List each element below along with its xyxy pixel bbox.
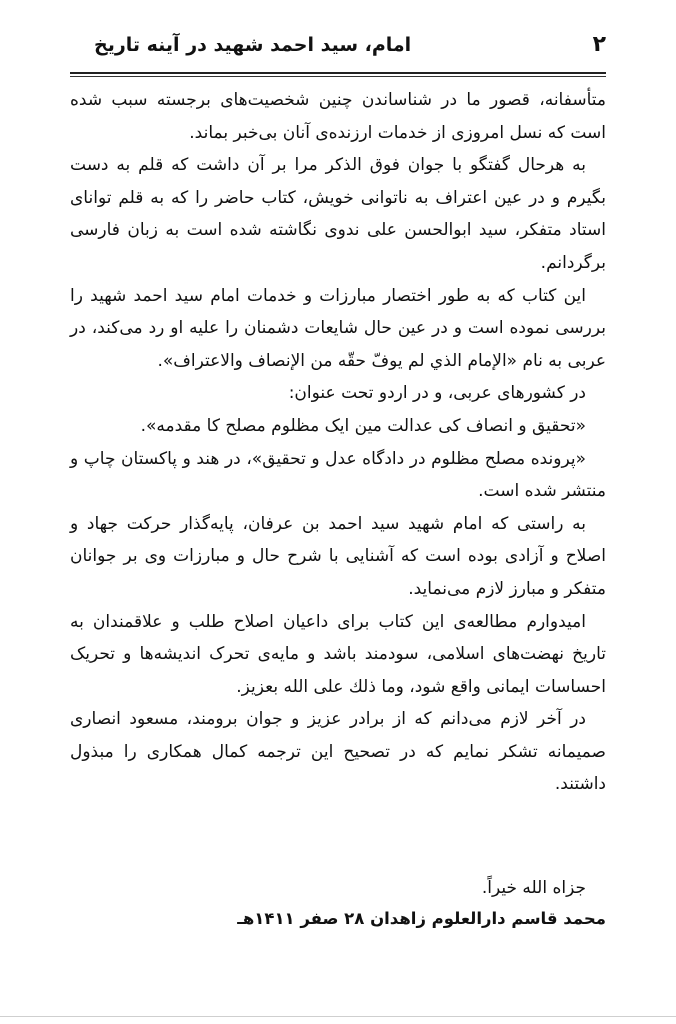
header-divider xyxy=(70,72,606,74)
paragraph: این کتاب که به طور اختصار مبارزات و خدمات امام سید احمد شهید را بررسی نموده است و در عین حال شایعات دشمنان را علیه او رد می‌کند، در عربی به نام «الإمام الذي لم يوفّ حقّه من الإنصاف والاعتراف». xyxy=(70,285,606,371)
author-signature: محمد قاسم دارالعلوم زاهدان ۲۸ صفر ۱۴۱۱هـ xyxy=(237,909,606,928)
paragraph: به راستی که امام شهید سید احمد بن عرفان، پایه‌گذار حرکت جهاد و اصلاح و آزادی بوده است که آشنایی با شرح حال و مبارزات وی بر جوانان متفکر و مبارز لازم می‌نماید. xyxy=(70,513,606,599)
body-text xyxy=(70,84,606,801)
paragraph: متأسفانه، قصور ما در شناساندن چنین شخصیت‌های برجسته سبب شده است که نسل امروزی از خدمات ارزنده‌ی آنان بی‌خبر بماند. xyxy=(70,90,606,143)
page-header xyxy=(70,30,606,66)
closing-thanks: جزاه الله خیراً. xyxy=(481,878,586,898)
paragraph: در آخر لازم می‌دانم که از برادر عزیز و جوان برومند، مسعود انصاری صمیمانه تشکر نمایم که در تصحیح این ترجمه کمال همکاری را مبذول داشتند. xyxy=(70,709,606,795)
page-number: ۲ xyxy=(592,32,606,57)
paragraph: «پرونده مصلح مظلوم در دادگاه عدل و تحقیق»، در هند و پاکستان چاپ و منتشر شده است. xyxy=(70,448,606,502)
paragraph: امیدوارم مطالعه‌ی این کتاب برای داعیان اصلاح طلب و علاقمندان به تاریخ نهضت‌های اسلامی، سودمند باشد و مایه‌ی تحرک اندیشه‌ها و تحریک احساسات ایمانی واقع شود، وما ذلك على الله بعزيز. xyxy=(70,611,606,697)
page-bottom-edge xyxy=(0,1016,676,1017)
closing-block xyxy=(70,872,606,934)
paragraph: در کشورهای عربی، و در اردو تحت عنوان: xyxy=(288,383,586,404)
paragraph: به هرحال گفتگو با جوان فوق الذکر مرا بر آن داشت که قلم به دست بگیرم و در عین اعتراف به ناتوانی خویش، کتاب حاضر را که به قلم توانای استاد متفکر، سید ابوالحسن علی ندوی نگاشته شده است به زبان فارسی برگردانم. xyxy=(70,155,606,273)
running-title: امام، سید احمد شهید در آینه تاریخ xyxy=(94,34,412,56)
urdu-title: «تحقیق و انصاف کی عدالت مین ایک مظلوم مصلح کا مقدمه». xyxy=(140,415,586,436)
header-divider-thin xyxy=(70,76,606,77)
